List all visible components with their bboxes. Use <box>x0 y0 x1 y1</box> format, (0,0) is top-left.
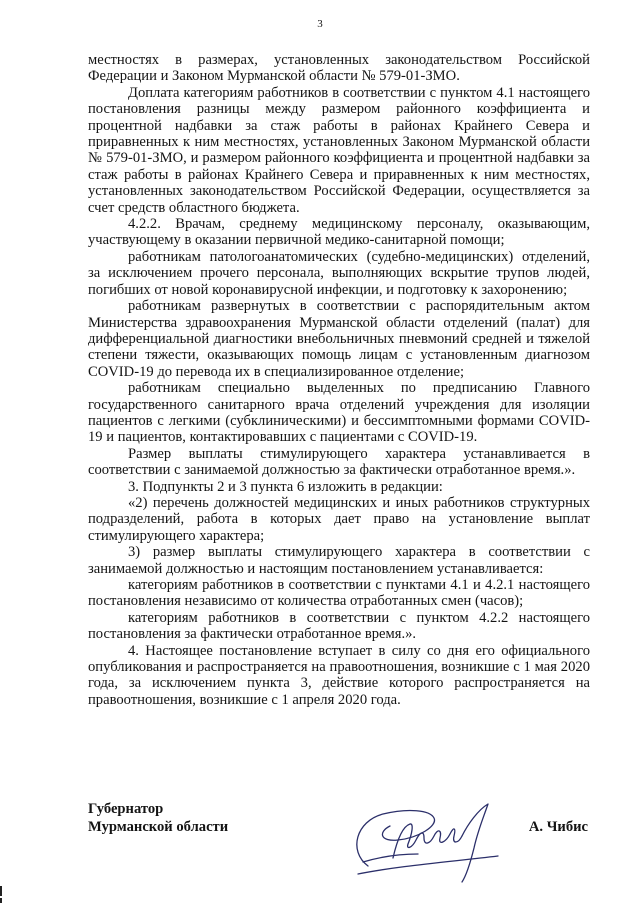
paragraph: работникам специально выделенных по предписанию Главного государственного санитарного врача отделений учреждения для изоляции пациентов с легкими (субклиническими) и бессимптомными формами COVID-19 и пациентов, контактировавших с пациентами с COVID-19. <box>88 380 590 446</box>
paragraph: 4.2.2. Врачам, среднему медицинскому персоналу, оказывающим, участвующему в оказании первичной медико-санитарной помощи; <box>88 216 590 249</box>
paragraph: категориям работников в соответствии с пунктами 4.1 и 4.2.1 настоящего постановления независимо от количества отработанных смен (часов); <box>88 577 590 610</box>
paragraph: работникам развернутых в соответствии с распорядительным актом Министерства здравоохранения Мурманской области отделений (палат) для дифференциальной диагностики внебольничных пневмоний средней и тяжелой степени тяжести, оказывающих помощь лицам с установленным диагнозом COVID-19 до перевода их в специализированное отделение; <box>88 298 590 380</box>
paragraph: местностях в размерах, установленных законодательством Российской Федерации и Законом Мурманской области № 579-01-ЗМО. <box>88 52 590 85</box>
paragraph: Доплата категориям работников в соответствии с пунктом 4.1 настоящего постановления разницы между размером районного коэффициента и процентной надбавки за стаж работы в районах Крайнего Севера и приравненных к ним местностях, установленных Законом Мурманской области № 579-01-ЗМО, и размером районного коэффициента и процентной надбавки за стаж работы в районах Крайнего Севера и приравненных к ним местностях, установленных законодательством Российской Федерации, осуществляется за счет средств областного бюджета. <box>88 84 590 216</box>
signatory-title-line: Мурманской области <box>88 819 229 835</box>
paragraph: 3) размер выплаты стимулирующего характера в соответствии с занимаемой должностью и настоящим постановлением устанавливается: <box>88 544 590 577</box>
paragraph: работникам патологоанатомических (судебно-медицинских) отделений, за исключением прочего персонала, выполняющих вскрытие трупов людей, погибших от новой коронавирусной инфекции, и подготовку к захоронению; <box>88 248 590 298</box>
paragraph: «2) перечень должностей медицинских и иных работников структурных подразделений, работа в которых дает право на установление выплат стимулирующего характера; <box>88 494 590 544</box>
paragraph: Размер выплаты стимулирующего характера устанавливается в соответствии с занимаемой должностью за фактически отработанное время.». <box>88 445 590 479</box>
scan-mark <box>0 898 2 903</box>
document-body <box>88 52 590 708</box>
page-number: 3 <box>317 18 323 30</box>
paragraph: 4. Настоящее постановление вступает в силу со дня его официального опубликования и распространяется на правоотношения, возникшие с 1 мая 2020 года, за исключением пункта 3, действие которого распространяется на правоотношения, возникшие с 1 апреля 2020 года. <box>88 642 590 708</box>
signatory-title-line: Губернатор <box>88 801 164 817</box>
paragraph: категориям работников в соответствии с пунктом 4.2.2 настоящего постановления за фактически отработанное время.». <box>88 609 590 643</box>
signatory-name: А. Чибис <box>528 819 588 835</box>
signature-block <box>88 800 590 890</box>
paragraph: 3. Подпункты 2 и 3 пункта 6 изложить в редакции: <box>128 478 443 495</box>
handwritten-signature <box>338 796 508 886</box>
signatory-title <box>88 800 228 836</box>
scan-mark <box>0 886 2 896</box>
